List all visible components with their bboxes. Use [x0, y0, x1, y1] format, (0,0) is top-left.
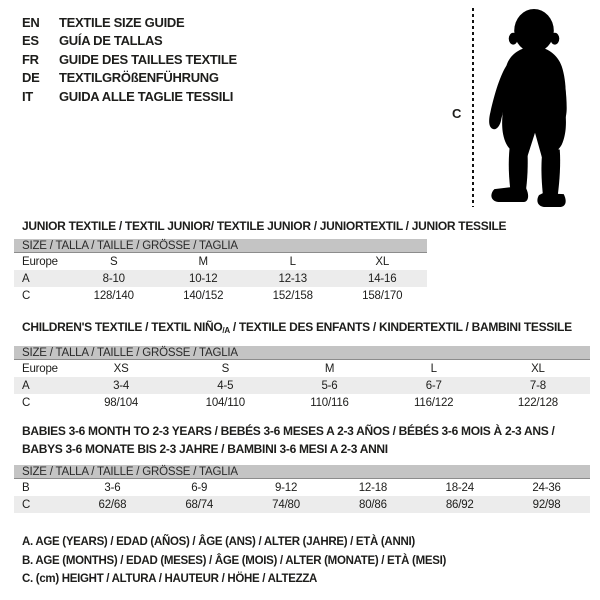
- size-cell: S: [221, 362, 230, 375]
- table-header-bar: SIZE / TALLA / TAILLE / GRÖSSE / TAGLIA: [14, 346, 590, 360]
- language-header: [22, 13, 237, 106]
- legend-footnotes: [22, 536, 446, 592]
- guide-title: TEXTILGRÖßENFÜHRUNG: [59, 70, 219, 86]
- size-cell: M: [198, 255, 208, 268]
- size-cell: 3-4: [113, 379, 130, 392]
- table-row: [14, 394, 590, 411]
- row-label: B: [22, 481, 30, 494]
- size-cell: 62/68: [98, 498, 127, 511]
- size-cell: 10-12: [189, 272, 218, 285]
- size-cell: 152/158: [272, 289, 313, 302]
- section-title-line1: BABIES 3-6 MONTH TO 2-3 YEARS / BEBÉS 3-6 MESES A 2-3 AÑOS / BÉBÉS 3-6 MOIS À 2-3 ANS /: [22, 424, 555, 438]
- size-cell: 6-7: [425, 379, 442, 392]
- size-cell: XS: [113, 362, 129, 375]
- height-measure-label: C: [452, 106, 462, 121]
- size-cell: 74/80: [272, 498, 300, 511]
- size-cell: S: [110, 255, 118, 268]
- size-cell: 104/110: [205, 396, 245, 409]
- section-title-junior: JUNIOR TEXTILE / TEXTIL JUNIOR/ TEXTILE JUNIOR / JUNIORTEXTIL / JUNIOR TESSILE: [22, 219, 507, 233]
- guide-title: GUÍA DE TALLAS: [59, 33, 163, 49]
- language-row: [22, 50, 237, 69]
- guide-title: GUIDE DES TAILLES TEXTILE: [59, 51, 237, 67]
- size-cell: L: [289, 255, 296, 268]
- size-cell: 3-6: [104, 481, 121, 494]
- footnote-age-months: B. AGE (MONTHS) / EDAD (MESES) / ÂGE (MOIS) / ALTER (MONATE) / ETÀ (MESI): [22, 554, 447, 567]
- language-row: [22, 32, 237, 51]
- section-title-subscript: /A: [222, 326, 230, 335]
- table-header-bar: SIZE / TALLA / TAILLE / GRÖSSE / TAGLIA: [14, 239, 427, 253]
- table-row: [14, 253, 427, 270]
- size-cell: 18-24: [445, 481, 474, 494]
- row-label: A: [22, 272, 30, 285]
- size-cell: 8-10: [102, 272, 125, 285]
- table-row: [14, 287, 427, 304]
- children-size-table: [14, 346, 590, 411]
- section-title-babies: [22, 423, 554, 458]
- language-code: ES: [22, 33, 39, 49]
- height-measure-dashed-line: [472, 8, 474, 207]
- size-cell: 4-5: [217, 379, 234, 392]
- size-cell: 86/92: [445, 498, 474, 511]
- size-cell: 68/74: [185, 498, 214, 511]
- size-cell: 92/98: [532, 498, 561, 511]
- language-code: FR: [22, 51, 39, 67]
- size-cell: 24-36: [532, 481, 561, 494]
- footnote-age-years: A. AGE (YEARS) / EDAD (AÑOS) / ÂGE (ANS) / ALTER (JAHRE) / ETÀ (ANNI): [22, 536, 415, 548]
- row-label: A: [22, 379, 30, 392]
- table-row: [14, 270, 427, 287]
- row-label: C: [22, 396, 31, 409]
- section-title-text: CHILDREN'S TEXTILE / TEXTIL NIÑO: [22, 320, 223, 334]
- size-cell: 128/140: [93, 289, 134, 302]
- size-cell: XL: [531, 362, 545, 375]
- size-cell: 80/86: [359, 498, 387, 511]
- size-cell: 9-12: [274, 481, 298, 494]
- language-row: [22, 13, 237, 32]
- language-row: [22, 87, 237, 106]
- language-code: IT: [22, 88, 33, 104]
- size-cell: 110/116: [310, 396, 349, 409]
- size-cell: 14-16: [368, 272, 397, 285]
- section-title-children: [22, 320, 572, 335]
- footnote-height-cm: C. (cm) HEIGHT / ALTURA / HAUTEUR / HÖHE / ALTEZZA: [22, 573, 318, 585]
- size-cell: 6-9: [191, 481, 208, 494]
- size-cell: 98/104: [104, 396, 139, 409]
- guide-title: GUIDA ALLE TAGLIE TESSILI: [59, 88, 234, 104]
- size-cell: L: [430, 362, 437, 375]
- language-row: [22, 69, 237, 88]
- table-row: [14, 496, 590, 513]
- size-cell: 5-6: [321, 379, 338, 392]
- size-cell: 140/152: [183, 289, 224, 302]
- size-cell: 122/128: [517, 396, 558, 409]
- toddler-silhouette-icon: [479, 5, 592, 208]
- size-cell: M: [324, 362, 335, 375]
- size-cell: 116/122: [414, 396, 454, 409]
- row-label: C: [22, 498, 31, 511]
- section-title-text: / TEXTILE DES ENFANTS / KINDERTEXTIL / BAMBINI TESSILE: [229, 320, 572, 334]
- size-cell: 158/170: [362, 289, 403, 302]
- size-cell: 7-8: [529, 379, 546, 392]
- size-cell: 12-13: [278, 272, 307, 285]
- language-code: EN: [22, 14, 40, 30]
- guide-title: TEXTILE SIZE GUIDE: [59, 14, 185, 30]
- babies-size-table: [14, 465, 590, 513]
- junior-size-table: [14, 239, 427, 304]
- table-header-bar: SIZE / TALLA / TAILLE / GRÖSSE / TAGLIA: [14, 465, 590, 479]
- row-label: Europe: [22, 255, 58, 268]
- language-code: DE: [22, 70, 40, 86]
- row-label: C: [22, 289, 31, 302]
- table-row: [14, 479, 590, 496]
- size-cell: 12-18: [358, 481, 388, 494]
- section-title-line2: BABYS 3-6 MONATE BIS 2-3 JAHRE / BAMBINI 3-6 MESI A 2-3 ANNI: [22, 441, 388, 456]
- table-row: [14, 360, 590, 377]
- table-row: [14, 377, 590, 394]
- size-cell: XL: [375, 255, 390, 268]
- row-label: Europe: [22, 362, 58, 375]
